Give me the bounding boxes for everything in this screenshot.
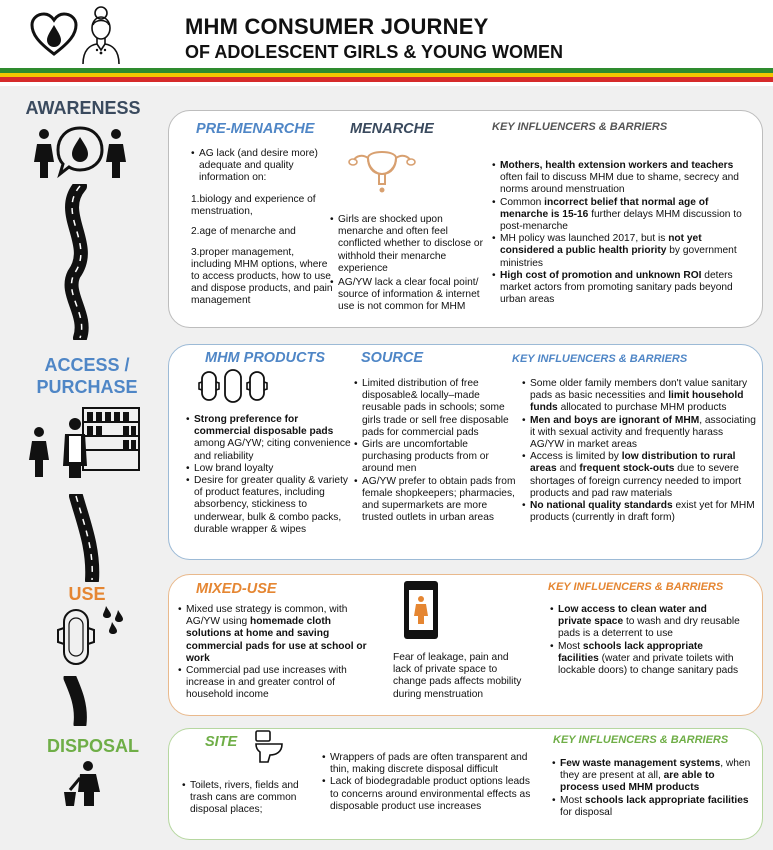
- list-item: • High cost of promotion and unknown ROI deters market actors from promoting sanitary pads beyond urban areas: [492, 270, 754, 307]
- list-item: • AG lack (and desire more) adequate and quality information on:: [191, 148, 333, 185]
- water-drops-icon: [103, 606, 111, 618]
- stage-disposal-label: DISPOSAL: [46, 736, 139, 756]
- list-item: 1.biology and experience of menstruation,: [191, 194, 316, 218]
- list-item: • Wrappers of pads are often transparent and thin, making discrete disposal difficult: [322, 752, 532, 776]
- list-item: • Commercial pad use increases with increase in and greater control of household income: [178, 665, 374, 702]
- list-item: • Access is limited by low distribution to rural areas and frequent stock-outs due to severe shortages of foreign currency needed to import products and pad raw materials: [522, 451, 756, 500]
- header: [0, 0, 773, 68]
- pre-menarche-heading: PRE-MENARCHE: [196, 121, 315, 137]
- list-item: • Limited distribution of free disposable& locally–made reusable pads in schools; some girls trade or sell free disposable pads for commercial pads: [354, 378, 520, 439]
- stage-use-label: USE: [68, 584, 106, 604]
- pre-menarche-numbered: [191, 194, 333, 308]
- mixed-use-heading: MIXED-USE: [196, 581, 277, 597]
- shop-icon: [25, 404, 143, 480]
- use-barriers-heading: KEY INFLUENCERS & BARRIERS: [548, 581, 724, 593]
- list-item: • Girls are uncomfortable purchasing products from or around men: [354, 439, 520, 476]
- use-mobility-text: Fear of leakage, pain and lack of private space to change pads affects mobility during menstruation: [393, 652, 522, 700]
- list-item: • AG/YW lack a clear focal point/ source of information & internet use is not common for MHM: [330, 277, 488, 314]
- flag-stripes: [0, 68, 773, 86]
- stage-awareness-label: AWARENESS: [25, 98, 141, 118]
- page-title: MHM CONSUMER JOURNEY: [185, 14, 489, 39]
- access-barriers-list: [522, 378, 756, 524]
- list-item: • Few waste management systems, when they are present at all, are able to process used MHM products: [552, 758, 752, 795]
- woman-trash-icon: [62, 760, 106, 808]
- list-item: • Men and boys are ignorant of MHM, associating it with sexual activity and frequently harass AG/YW in market areas: [522, 415, 756, 452]
- woman-portrait-icon: [80, 4, 122, 66]
- menarche-heading: MENARCHE: [350, 121, 434, 137]
- list-item: • Mothers, health extension workers and teachers often fail to discuss MHM due to shame, secrecy and norms around menstruation: [492, 160, 754, 197]
- awareness-barriers-list: [492, 160, 754, 306]
- list-item: • Some older family members don't value sanitary pads as basic necessities and limit household funds allocated to purchase MHM products: [522, 378, 756, 415]
- list-item: • Desire for greater quality & variety of product features, including absorbency, stickiness to underwear, bulk & combo packs, durable wrapper & wipes: [186, 475, 354, 536]
- use-barriers-list: [550, 604, 742, 677]
- site-heading: SITE: [205, 734, 238, 750]
- uterus-icon: [348, 144, 416, 194]
- list-item: • Common incorrect belief that normal age of menarche is 15-16 further delays MHM discussion to post-menarche: [492, 197, 754, 234]
- road-icon: [68, 494, 102, 582]
- toilet-icon: [254, 730, 284, 764]
- road-icon: [60, 184, 100, 340]
- disposal-barriers-list: [552, 758, 752, 819]
- awareness-barriers-heading: KEY INFLUENCERS & BARRIERS: [492, 121, 668, 133]
- sanitary-pad-icon: [56, 604, 128, 666]
- mhm-products-list: [186, 414, 354, 536]
- list-item: • AG/YW prefer to obtain pads from female shopkeepers; pharmacies, and supermarkets are more trusted outlets in urban areas: [354, 476, 520, 525]
- list-item: • Girls are shocked upon menarche and often feel conflicted whether to disclose or withhold their menarche experience: [330, 214, 488, 275]
- list-item: • MH policy was launched 2017, but is not yet considered a public health priority by government ministries: [492, 233, 754, 270]
- source-list: [354, 378, 520, 524]
- stage-access-label: ACCESS / PURCHASE: [36, 355, 138, 397]
- toilet-booth-icon: [403, 580, 439, 640]
- mhm-products-heading: MHM PRODUCTS: [205, 350, 326, 366]
- menarche-list: [330, 214, 488, 314]
- source-heading: SOURCE: [361, 350, 424, 366]
- list-item: 2.age of menarche and: [191, 226, 296, 238]
- list-item: • Strong preference for commercial disposable pads among AG/YW; citing convenience and reliability: [186, 414, 354, 463]
- page-subtitle: OF ADOLESCENT GIRLS & YOUNG WOMEN: [185, 42, 564, 62]
- disposal-barriers-heading: KEY INFLUENCERS & BARRIERS: [553, 734, 729, 746]
- list-item: • Toilets, rivers, fields and trash cans are common disposal places;: [182, 780, 318, 817]
- access-barriers-heading: KEY INFLUENCERS & BARRIERS: [512, 353, 688, 365]
- disposal-list: [322, 752, 532, 813]
- pre-menarche-list: [191, 148, 333, 185]
- list-item: • Most schools lack appropriate facilities (water and private toilets with lockable doors) to change sanitary pads: [550, 641, 742, 678]
- list-item: • Low access to clean water and private space to wash and dry reusable pads is a deterrent to use: [550, 604, 742, 641]
- list-item: • Lack of biodegradable product options leads to concerns around environmental effects as disposable product use increases: [322, 776, 532, 813]
- list-item: • Mixed use strategy is common, with AG/YW using homemade cloth solutions at home and saving commercial pads for use at school or work: [178, 604, 374, 665]
- heart-drop-icon: [30, 12, 78, 56]
- two-women-drop-icon: [30, 122, 130, 182]
- list-item: • No national quality standards exist yet for MHM products (currently in draft form): [522, 500, 756, 524]
- list-item: • Most schools lack appropriate facilities for disposal: [552, 795, 752, 819]
- site-list: [182, 780, 318, 817]
- mixed-use-list: [178, 604, 374, 702]
- sanitary-pad-icon: [198, 368, 270, 404]
- list-item: 3.proper management, including MHM options, where to access products, how to use and dispose products, and pain management: [191, 246, 333, 307]
- road-icon: [62, 676, 92, 726]
- list-item: • Low brand loyalty: [186, 463, 354, 475]
